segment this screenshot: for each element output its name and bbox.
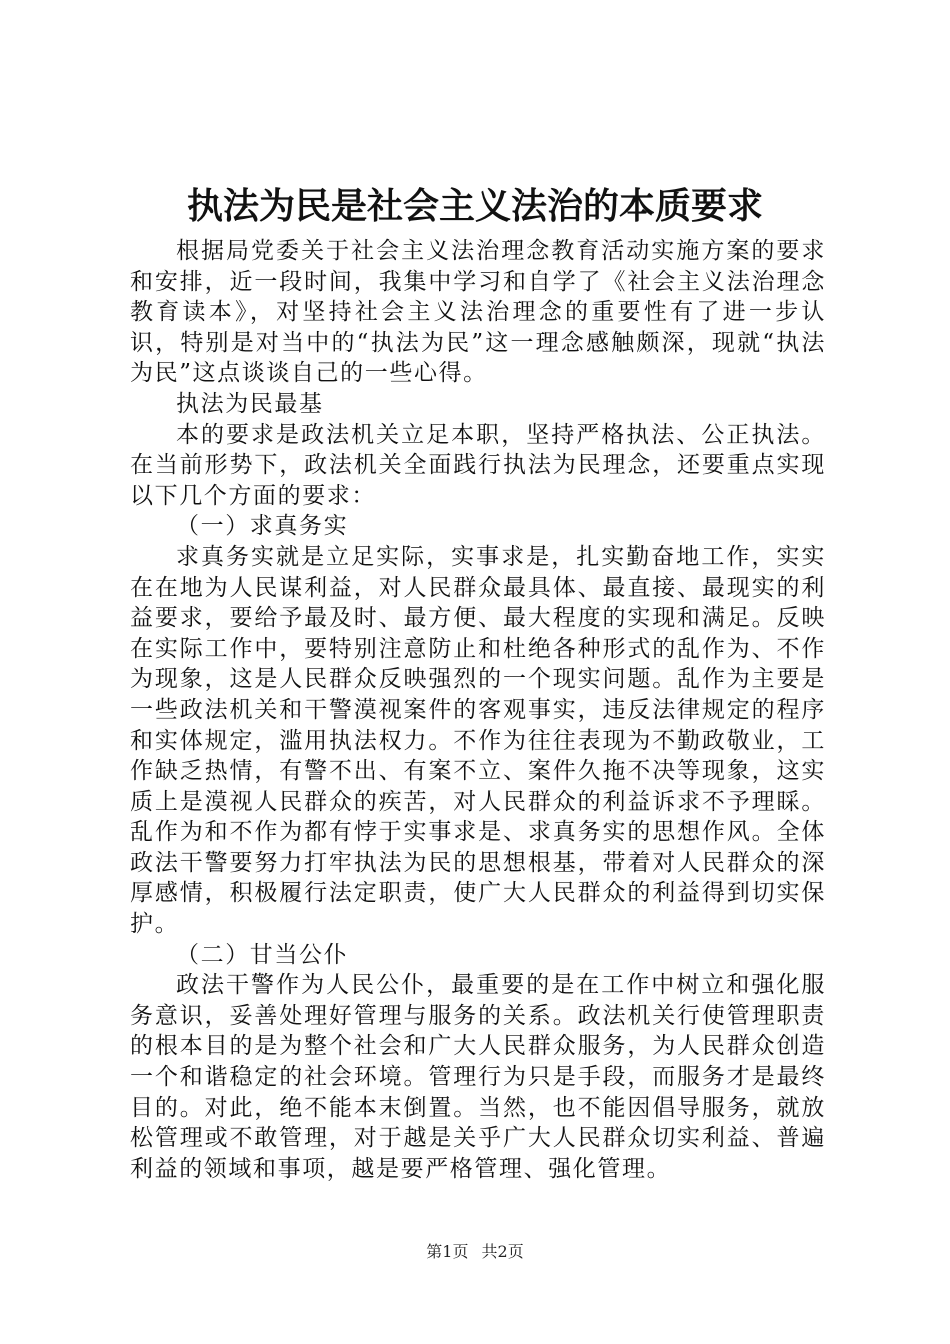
document-body bbox=[130, 236, 826, 1184]
section-heading-1: （一）求真务实 bbox=[176, 513, 349, 540]
paragraph-heading-fragment: 执法为民最基 bbox=[176, 390, 324, 417]
paragraph-requirements: 本的要求是政法机关立足本职，坚持严格执法、公正执法。在当前形势下，政法机关全面践行执法为民理念，还要重点实现以下几个方面的要求： bbox=[130, 421, 826, 509]
page-footer bbox=[0, 1241, 950, 1263]
page-total: 共2页 bbox=[481, 1242, 524, 1261]
page-number: 第1页 bbox=[426, 1242, 469, 1261]
paragraph-intro: 根据局党委关于社会主义法治理念教育活动实施方案的要求和安排，近一段时间，我集中学习和自学了《社会主义法治理念教育读本》，对坚持社会主义法治理念的重要性有了进一步认识，特别是对当中的“执法为民”这一理念感触颇深，现就“执法为民”这点谈谈自己的一些心得。 bbox=[130, 238, 826, 387]
document-title: 执法为民是社会主义法治的本质要求 bbox=[186, 186, 763, 227]
paragraph-section-2: 政法干警作为人民公仆，最重要的是在工作中树立和强化服务意识，妥善处理好管理与服务的关系。政法机关行使管理职责的根本目的是为整个社会和广大人民群众服务，为人民群众创造一个和谐稳定的社会环境。管理行为只是手段，而服务才是最终目的。对此，绝不能本末倒置。当然，也不能因倡导服务，就放松管理或不敢管理，对于越是关乎广大人民群众切实利益、普遍利益的领域和事项，越是要严格管理、强化管理。 bbox=[130, 972, 826, 1182]
section-heading-2: （二）甘当公仆 bbox=[176, 941, 349, 968]
paragraph-section-1: 求真务实就是立足实际，实事求是，扎实勤奋地工作，实实在在地为人民谋利益，对人民群众最具体、最直接、最现实的利益要求，要给予最及时、最方便、最大程度的实现和满足。反映在实际工作中，要特别注意防止和杜绝各种形式的乱作为、不作为现象，这是人民群众反映强烈的一个现实问题。乱作为主要是一些政法机关和干警漠视案件的客观事实，违反法律规定的程序和实体规定，滥用执法权力。不作为往往表现为不勤政敬业，工作缺乏热情，有警不出、有案不立、案件久拖不决等现象，这实质上是漠视人民群众的疾苦，对人民群众的利益诉求不予理睬。乱作为和不作为都有悖于实事求是、求真务实的思想作风。全体政法干警要努力打牢执法为民的思想根基，带着对人民群众的深厚感情，积极履行法定职责，使广大人民群众的利益得到切实保护。 bbox=[130, 543, 826, 938]
